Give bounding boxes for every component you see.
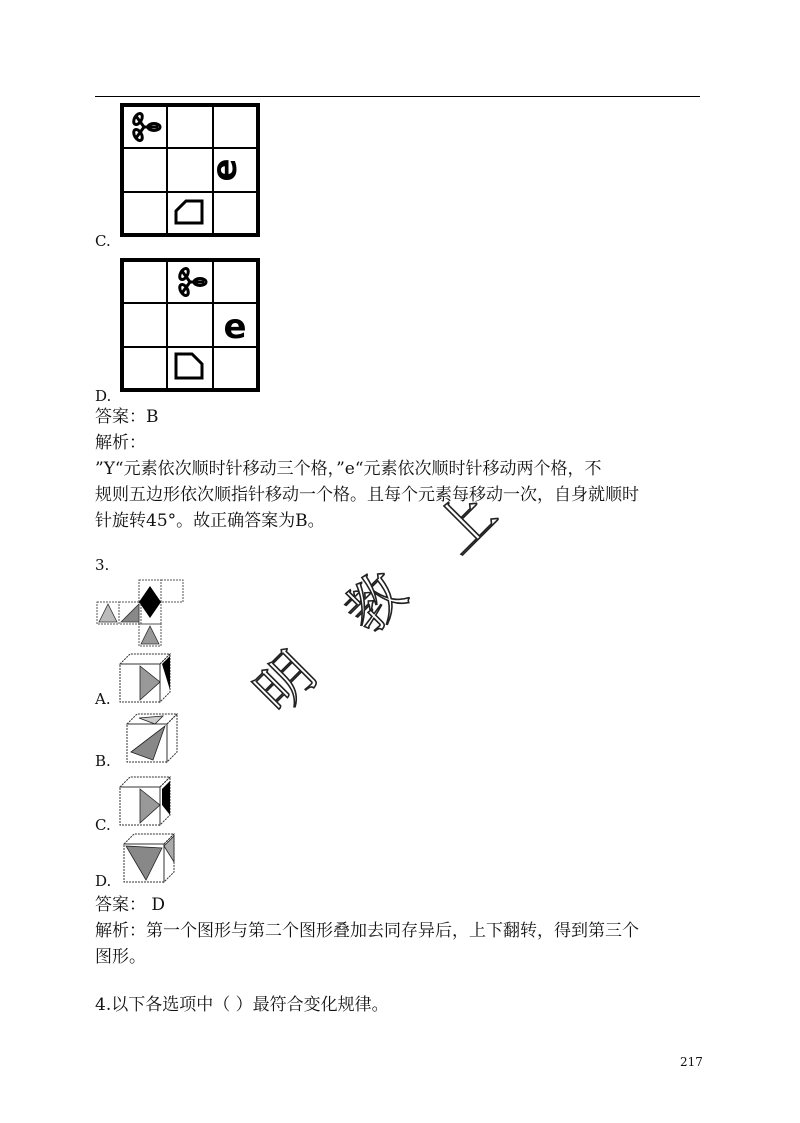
q2-analysis-label: 解析： [95,433,146,453]
pentagon-shape [176,354,202,378]
option-c-grid-figure [120,103,260,241]
option-d-label: D. [95,387,112,405]
e-letter: e [205,158,245,182]
q4-prompt: 4.以下各选项中（ ）最符合变化规律。 [95,995,389,1015]
q3-cube-net-figure [95,578,190,652]
q3-option-d-label: D. [95,872,112,890]
y-shape-icon [132,112,160,142]
q3-option-c-cube [118,775,174,831]
q3-answer: 答案： D [95,895,166,915]
y-shape-icon [178,267,206,297]
pentagon-shape [176,201,202,223]
e-letter: e [223,307,247,347]
q2-analysis-line-1: ”Y“元素依次顺时针移动三个格，”e“元素依次顺时针移动两个格，不 [95,459,602,479]
header-rule [95,96,700,97]
q3-option-b-cube [125,712,181,768]
option-d-grid-figure [120,258,260,396]
q3-option-c-label: C. [95,816,111,834]
q2-analysis-line-3: 针旋转45°。故正确答案为B。 [95,511,325,531]
watermark-char-1: 明 [243,640,329,726]
q2-answer: 答案：B [95,407,159,427]
page-number: 217 [680,1055,703,1069]
watermark-char-2: 教 [333,560,419,646]
watermark-char-3: 上 [423,480,509,566]
q3-option-b-label: B. [95,752,111,770]
q2-analysis-line-2: 规则五边形依次顺指针移动一个格。且每个元素每移动一次，自身就顺时 [95,485,639,505]
q3-option-a-label: A. [95,690,111,708]
q3-option-a-cube [118,652,174,708]
q3-analysis-line-1: 解析：第一个图形与第二个图形叠加去同存异后，上下翻转，得到第三个 [95,921,639,941]
option-c-label: C. [95,232,111,250]
q3-number: 3. [95,556,110,574]
q3-analysis-line-2: 图形。 [95,947,146,967]
q3-option-d-cube [122,832,178,888]
